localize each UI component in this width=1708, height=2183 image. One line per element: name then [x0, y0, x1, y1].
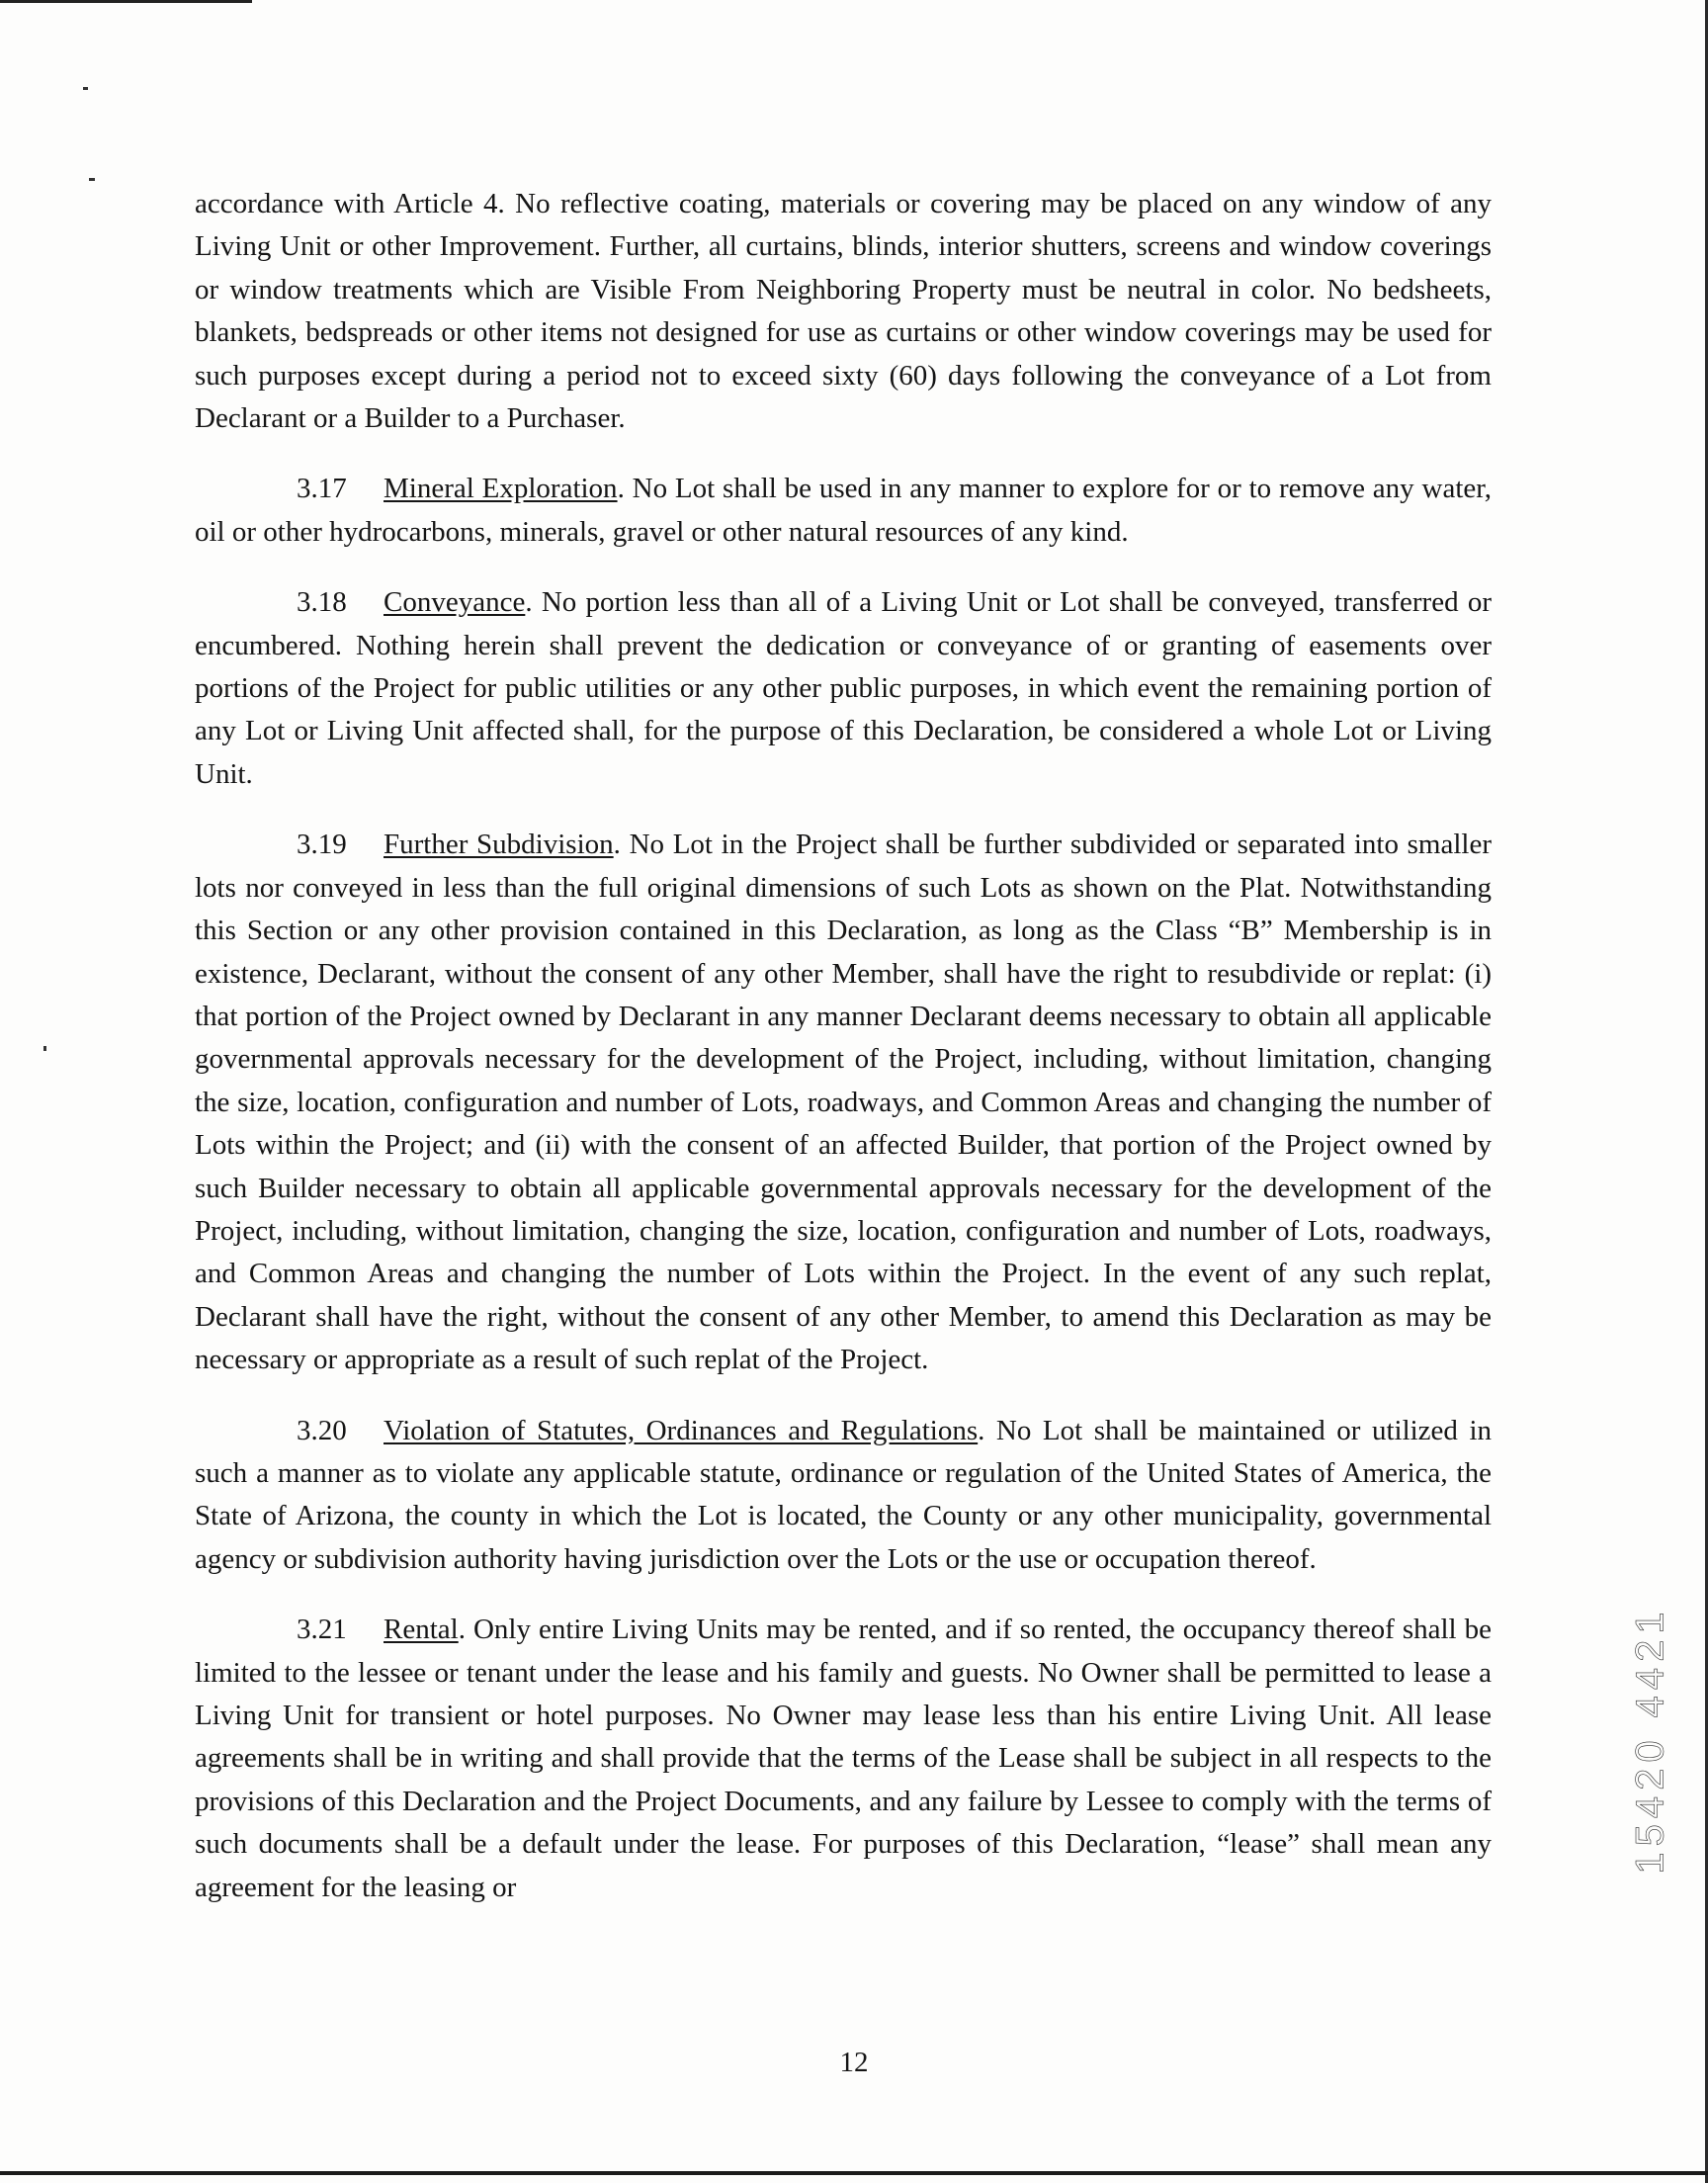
- section-title: Further Subdivision: [384, 829, 614, 861]
- section-title: Rental: [384, 1614, 459, 1646]
- paragraph-continuation: [195, 183, 1492, 440]
- recording-stamp-text: 15420 4421: [1628, 1606, 1672, 1875]
- section-body: . No Lot shall be maintained or utilized in such a manner as to violate any applicable statute, ordinance or regulation of the United States of America, the State of Arizona, the county in which the Lot is located, the County or any other municipality, governmental agency or subdivision authority having jurisdiction over the Lots or the use or occupation thereof.: [195, 1414, 1493, 1575]
- section-title: Conveyance: [384, 586, 526, 619]
- scan-speck: [83, 87, 88, 90]
- section-3-20: [195, 1410, 1492, 1582]
- section-number: 3.17: [297, 473, 347, 505]
- section-3-19: [195, 824, 1492, 1381]
- section-title: Mineral Exploration: [384, 473, 618, 505]
- scan-edge-bottom: [0, 2171, 1708, 2175]
- scan-edge-top: [0, 0, 252, 3]
- section-3-21: [195, 1609, 1492, 1909]
- section-number: 3.18: [297, 586, 347, 619]
- section-number: 3.19: [297, 829, 347, 861]
- section-number: 3.20: [297, 1414, 347, 1446]
- scan-speck: [89, 178, 95, 181]
- section-body: . No Lot in the Project shall be further subdivided or separated into smaller lots nor conveyed in less than the full original dimensions of such Lots as shown on the Plat. Notwithstanding this Section or any other provision contained in this Declaration, as long as the Class “B” Membership is in existence, Declarant, without the consent of any other Member, shall have the right to resubdivide or replat: (i) that portion of the Project owned by Declarant in any manner Declarant deems necessary to obtain all applicable governmental approvals necessary for the development of the Project, including, without limitation, changing the size, location, configuration and number of Lots, roadways, and Common Areas and changing the number of Lots within the Project; and (ii) with the consent of an affected Builder, that portion of the Project owned by such Builder necessary to obtain all applicable governmental approvals necessary for the development of the Project, including, without limitation, changing the size, location, configuration and number of Lots, roadways, and Common Areas and changing the number of Lots within the Project. In the event of any such replat, Declarant shall have the right, without the consent of any other Member, to amend this Declaration as may be necessary or appropriate as a result of such replat of the Project.: [195, 829, 1492, 1376]
- section-body: . No portion less than all of a Living Unit or Lot shall be conveyed, transferred or encumbered. Nothing herein shall prevent the dedication or conveyance of or granting of easements over portions of the Project for public utilities or any other public purposes, in which event the remaining portion of any Lot or Living Unit affected shall, for the purpose of this Declaration, be considered a whole Lot or Living Unit.: [195, 586, 1492, 790]
- section-number: 3.21: [297, 1614, 347, 1646]
- section-title: Violation of Statutes, Ordinances and Regulations: [384, 1414, 979, 1446]
- paragraph-body: accordance with Article 4. No reflective coating, materials or covering may be placed on any window of any Living Unit or other Improvement. Further, all curtains, blinds, interior shutters, screens and window coverings or window treatments which are Visible From Neighboring Property must be neutral in color. No bedsheets, blankets, bedspreads or other items not designed for use as curtains or other window coverings may be used for such purposes except during a period not to exceed sixty (60) days following the conveyance of a Lot from Declarant or a Builder to a Purchaser.: [195, 188, 1492, 435]
- document-body: [195, 183, 1492, 1937]
- page-number: 12: [839, 2047, 869, 2078]
- section-3-18: [195, 581, 1492, 796]
- section-3-17: [195, 468, 1492, 554]
- scan-speck: [43, 1046, 46, 1051]
- recording-stamp: [1621, 1602, 1680, 1878]
- section-body: . Only entire Living Units may be rented, and if so rented, the occupancy thereof shall be limited to the lessee or tenant under the lease and his family and guests. No Owner shall be permitted to lease a Living Unit for transient or hotel purposes. No Owner may lease less than his entire Living Unit. All lease agreements shall be in writing and shall provide that the terms of the Lease shall be subject in all respects to the provisions of this Declaration and the Project Documents, and any failure by Lessee to comply with the terms of such documents shall be a default under the lease. For purposes of this Declaration, “lease” shall mean any agreement for the leasing or: [195, 1614, 1492, 1903]
- section-body: . No Lot shall be used in any manner to explore for or to remove any water, oil or other hydrocarbons, minerals, gravel or other natural resources of any kind.: [195, 473, 1493, 548]
